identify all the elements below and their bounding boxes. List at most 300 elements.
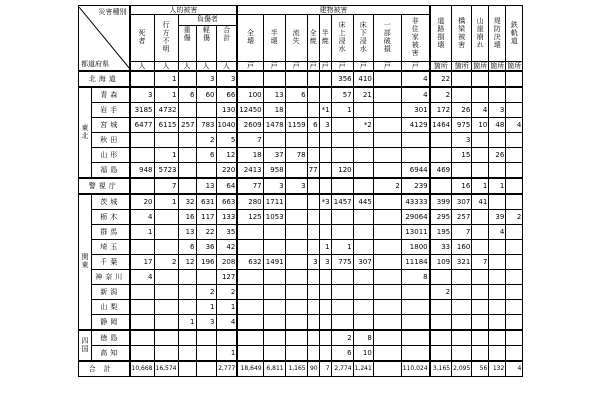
group-human-header: 人的被害	[130, 6, 238, 15]
value-cell: 1	[154, 87, 178, 103]
value-cell	[353, 315, 373, 331]
value-cell	[506, 148, 523, 163]
value-cell: 4	[130, 270, 155, 285]
value-cell: 100	[237, 87, 263, 103]
total-value-cell	[196, 361, 216, 377]
value-cell: 2609	[237, 118, 263, 133]
value-cell	[331, 118, 353, 133]
value-cell	[154, 346, 178, 362]
value-cell: 18	[263, 103, 285, 118]
value-cell	[285, 240, 307, 255]
col-header-10: 床上浸水	[331, 15, 353, 62]
value-cell: 775	[331, 255, 353, 270]
value-cell	[263, 270, 285, 285]
unit-cell-2: 人	[178, 62, 196, 72]
corner-cell	[79, 6, 130, 72]
value-cell: 7	[154, 178, 178, 194]
value-cell	[285, 225, 307, 240]
value-cell: 1	[196, 300, 216, 315]
col-header-9: 半焼	[319, 15, 331, 62]
value-cell	[373, 210, 401, 225]
value-cell	[353, 300, 373, 315]
table-row	[79, 133, 523, 148]
value-cell: 5	[216, 133, 237, 148]
value-cell: 16	[178, 210, 196, 225]
value-cell: 10	[353, 346, 373, 362]
value-cell: 13	[178, 225, 196, 240]
prefecture-name: 新潟	[92, 285, 130, 300]
value-cell	[353, 240, 373, 255]
value-cell	[130, 148, 155, 163]
total-value-cell: 56	[472, 361, 489, 377]
value-cell	[285, 255, 307, 270]
unit-cell-11: 戸	[353, 62, 373, 72]
value-cell: 280	[237, 194, 263, 210]
value-cell	[154, 240, 178, 255]
value-cell: 220	[216, 163, 237, 179]
value-cell	[307, 240, 319, 255]
value-cell: 7	[237, 133, 263, 148]
value-cell: 12	[178, 255, 196, 270]
value-cell	[353, 133, 373, 148]
value-cell	[506, 71, 523, 87]
value-cell: 948	[130, 163, 155, 179]
value-cell	[263, 300, 285, 315]
value-cell	[263, 285, 285, 300]
value-cell	[472, 148, 489, 163]
col-header-3: 軽傷	[197, 26, 217, 61]
value-cell	[319, 210, 331, 225]
value-cell	[452, 87, 472, 103]
col-header-18: 鉄軌道	[506, 6, 523, 62]
col-header-2: 重傷	[179, 26, 197, 61]
value-cell	[237, 240, 263, 255]
col-header-0: 死者	[130, 15, 155, 62]
value-cell: 1800	[401, 240, 429, 255]
value-cell: 2	[506, 210, 523, 225]
value-cell	[319, 133, 331, 148]
unit-cell-10: 戸	[331, 62, 353, 72]
value-cell: 1	[331, 240, 353, 255]
value-cell: 2	[373, 178, 401, 194]
value-cell: 257	[452, 210, 472, 225]
value-cell: 60	[196, 87, 216, 103]
value-cell	[263, 71, 285, 87]
value-cell	[472, 210, 489, 225]
unit-cell-6: 戸	[263, 62, 285, 72]
total-label: 合計	[79, 361, 130, 377]
value-cell: 18	[237, 148, 263, 163]
value-cell: 1491	[263, 255, 285, 270]
value-cell: 1	[178, 315, 196, 331]
value-cell	[130, 330, 155, 346]
value-cell: 2	[430, 285, 452, 300]
value-cell	[178, 330, 196, 346]
value-cell	[331, 178, 353, 194]
value-cell	[285, 210, 307, 225]
value-cell: 2	[331, 330, 353, 346]
value-cell	[472, 300, 489, 315]
value-cell	[373, 148, 401, 163]
unit-cell-14: 箇所	[430, 62, 452, 72]
value-cell: 1	[130, 225, 155, 240]
value-cell: 32	[178, 194, 196, 210]
value-cell: 6	[178, 240, 196, 255]
prefecture-name: 千葉	[92, 255, 130, 270]
unit-cell-17: 箇所	[490, 62, 505, 70]
prefecture-name: 埼玉	[92, 240, 130, 255]
value-cell: 133	[216, 210, 237, 225]
value-cell: 4	[472, 103, 489, 118]
value-cell	[373, 346, 401, 362]
value-cell: 4	[401, 71, 429, 87]
value-cell	[430, 346, 452, 362]
value-cell: 4	[216, 315, 237, 331]
value-cell	[196, 103, 216, 118]
value-cell	[178, 163, 196, 179]
value-cell: 239	[401, 178, 429, 194]
value-cell	[373, 163, 401, 179]
value-cell	[373, 285, 401, 300]
value-cell	[373, 300, 401, 315]
value-cell: 2	[430, 87, 452, 103]
injured-header: 負傷者	[179, 15, 237, 26]
table-row	[79, 178, 523, 194]
value-cell	[452, 270, 472, 285]
value-cell	[130, 346, 155, 362]
value-cell: 958	[263, 163, 285, 179]
col-header-8: 全焼	[307, 15, 319, 62]
value-cell	[331, 148, 353, 163]
value-cell: 3	[130, 87, 155, 103]
value-cell: 35	[216, 225, 237, 240]
value-cell	[472, 315, 489, 331]
value-cell: 321	[452, 255, 472, 270]
value-cell: 36	[196, 240, 216, 255]
value-cell: 2	[196, 133, 216, 148]
value-cell	[452, 346, 472, 362]
value-cell	[237, 71, 263, 87]
value-cell: 117	[196, 210, 216, 225]
value-cell: 3	[263, 178, 285, 194]
total-value-cell: 2,777	[216, 361, 237, 377]
value-cell	[506, 300, 523, 315]
value-cell	[331, 225, 353, 240]
value-cell: 120	[331, 163, 353, 179]
value-cell: 21	[353, 87, 373, 103]
value-cell	[196, 270, 216, 285]
value-cell	[489, 315, 506, 331]
value-cell: 2	[216, 285, 237, 300]
value-cell	[307, 148, 319, 163]
value-cell	[130, 300, 155, 315]
value-cell	[353, 210, 373, 225]
value-cell	[263, 330, 285, 346]
value-cell	[353, 103, 373, 118]
value-cell	[307, 210, 319, 225]
prefecture-name: 山梨	[92, 300, 130, 315]
value-cell: 3	[216, 71, 237, 87]
value-cell: 15	[452, 148, 472, 163]
value-cell	[506, 346, 523, 362]
table-row	[79, 240, 523, 255]
value-cell	[401, 315, 429, 331]
value-cell	[178, 285, 196, 300]
value-cell: 8	[353, 330, 373, 346]
value-cell	[263, 240, 285, 255]
value-cell	[353, 270, 373, 285]
value-cell: 26	[452, 103, 472, 118]
value-cell	[489, 71, 506, 87]
value-cell: 1711	[263, 194, 285, 210]
value-cell	[452, 330, 472, 346]
value-cell	[285, 71, 307, 87]
total-value-cell	[178, 361, 196, 377]
value-cell	[353, 178, 373, 194]
value-cell	[319, 315, 331, 331]
col-header-15: 橋梁被害	[452, 6, 472, 62]
value-cell	[263, 133, 285, 148]
value-cell: 57	[331, 87, 353, 103]
value-cell: 257	[178, 118, 196, 133]
value-cell: 64	[216, 178, 237, 194]
value-cell	[178, 346, 196, 362]
value-cell: 10	[472, 118, 489, 133]
table-row	[79, 225, 523, 240]
value-cell: 4732	[154, 103, 178, 118]
value-cell	[489, 255, 506, 270]
value-cell	[331, 133, 353, 148]
col-header-4: 合計	[222, 26, 231, 42]
value-cell	[506, 178, 523, 194]
value-cell: 26	[489, 148, 506, 163]
table-row	[79, 118, 523, 133]
prefecture-name: 徳島	[92, 330, 130, 346]
injured-group	[178, 15, 237, 62]
damage-table	[78, 5, 523, 377]
value-cell	[130, 285, 155, 300]
unit-cell-1: 人	[154, 62, 178, 72]
region-label-kanto: 関東	[79, 194, 92, 330]
value-cell	[307, 87, 319, 103]
value-cell	[319, 148, 331, 163]
unit-cell-15: 箇所	[452, 62, 472, 72]
unit-cell-18: 箇所	[507, 62, 522, 70]
total-value-cell: 16,574	[154, 361, 178, 377]
value-cell: 3	[285, 178, 307, 194]
damage-table-container	[78, 5, 523, 377]
value-cell	[307, 285, 319, 300]
value-cell	[154, 315, 178, 331]
value-cell	[237, 285, 263, 300]
table-row	[79, 270, 523, 285]
value-cell: 3	[196, 315, 216, 331]
value-cell	[154, 210, 178, 225]
value-cell	[373, 330, 401, 346]
value-cell	[285, 163, 307, 179]
group-building-header: 建物被害	[237, 6, 429, 15]
value-cell	[178, 300, 196, 315]
prefecture-name: 岩手	[92, 103, 130, 118]
value-cell	[237, 225, 263, 240]
value-cell	[373, 240, 401, 255]
value-cell: 125	[237, 210, 263, 225]
value-cell: 3	[307, 255, 319, 270]
col-header-14: 道路損壊	[430, 6, 452, 62]
value-cell: 4	[489, 225, 506, 240]
value-cell: 6	[285, 87, 307, 103]
value-cell: 1	[216, 346, 237, 362]
table-row	[79, 210, 523, 225]
total-value-cell: 110,024	[401, 361, 429, 377]
value-cell	[489, 270, 506, 285]
value-cell	[353, 148, 373, 163]
value-cell	[130, 178, 155, 194]
value-cell: 8	[401, 270, 429, 285]
value-cell: 5723	[154, 163, 178, 179]
value-cell: 77	[307, 163, 319, 179]
value-cell: 1	[331, 103, 353, 118]
value-cell: 195	[430, 225, 452, 240]
value-cell: 301	[401, 103, 429, 118]
unit-cell-12: 戸	[373, 62, 401, 72]
value-cell	[285, 346, 307, 362]
table-row	[79, 87, 523, 103]
value-cell	[489, 285, 506, 300]
value-cell	[506, 270, 523, 285]
value-cell: 6	[307, 118, 319, 133]
value-cell	[472, 163, 489, 179]
value-cell	[452, 71, 472, 87]
value-cell: 1457	[331, 194, 353, 210]
value-cell	[307, 133, 319, 148]
value-cell: 399	[430, 194, 452, 210]
value-cell	[154, 133, 178, 148]
value-cell: 3185	[130, 103, 155, 118]
value-cell: 77	[237, 178, 263, 194]
value-cell: 3	[196, 71, 216, 87]
value-cell: 410	[353, 71, 373, 87]
value-cell	[489, 330, 506, 346]
value-cell	[373, 255, 401, 270]
value-cell: 1	[154, 148, 178, 163]
value-cell	[506, 225, 523, 240]
unit-cell-16: 箇所	[473, 62, 488, 70]
value-cell	[196, 330, 216, 346]
table-row	[79, 285, 523, 300]
value-cell	[472, 346, 489, 362]
value-cell	[285, 194, 307, 210]
value-cell: 469	[430, 163, 452, 179]
value-cell	[430, 315, 452, 331]
value-cell	[373, 270, 401, 285]
value-cell: 4	[506, 118, 523, 133]
value-cell	[353, 285, 373, 300]
value-cell	[307, 270, 319, 285]
prefecture-name: 青森	[92, 87, 130, 103]
value-cell: 307	[452, 194, 472, 210]
value-cell	[506, 133, 523, 148]
value-cell: 13011	[401, 225, 429, 240]
value-cell	[472, 270, 489, 285]
corner-top-label: 災害種別	[98, 8, 127, 16]
value-cell	[237, 270, 263, 285]
value-cell	[373, 103, 401, 118]
value-cell: 2413	[237, 163, 263, 179]
value-cell	[506, 330, 523, 346]
table-row	[79, 103, 523, 118]
total-value-cell: 1,165	[285, 361, 307, 377]
value-cell: 29064	[401, 210, 429, 225]
value-cell	[154, 270, 178, 285]
value-cell: 6477	[130, 118, 155, 133]
total-value-cell: 2,774	[331, 361, 353, 377]
value-cell	[430, 133, 452, 148]
value-cell: 1478	[263, 118, 285, 133]
value-cell	[319, 71, 331, 87]
value-cell: 631	[196, 194, 216, 210]
value-cell	[401, 330, 429, 346]
value-cell	[237, 346, 263, 362]
corner-bottom-label: 都道府県	[81, 60, 109, 68]
unit-cell-3: 人	[196, 62, 216, 72]
value-cell: 783	[196, 118, 216, 133]
value-cell: 11184	[401, 255, 429, 270]
value-cell	[373, 133, 401, 148]
unit-cell-0: 人	[130, 62, 155, 72]
value-cell	[216, 330, 237, 346]
value-cell	[489, 163, 506, 179]
value-cell: 1	[216, 300, 237, 315]
unit-cell-4: 人	[216, 62, 237, 72]
value-cell: 172	[430, 103, 452, 118]
value-cell: 1	[154, 71, 178, 87]
value-cell	[237, 330, 263, 346]
value-cell: 66	[216, 87, 237, 103]
total-value-cell	[373, 361, 401, 377]
value-cell	[178, 270, 196, 285]
prefecture-name: 茨城	[92, 194, 130, 210]
total-value-cell: 4	[506, 361, 523, 377]
value-cell: 1464	[430, 118, 452, 133]
value-cell: 445	[353, 194, 373, 210]
value-cell	[307, 330, 319, 346]
total-value-cell: 6,811	[263, 361, 285, 377]
value-cell: 12450	[237, 103, 263, 118]
value-cell	[154, 285, 178, 300]
value-cell: 3	[319, 118, 331, 133]
value-cell	[307, 346, 319, 362]
value-cell	[401, 133, 429, 148]
value-cell: 22	[430, 71, 452, 87]
value-cell	[154, 225, 178, 240]
value-cell	[430, 178, 452, 194]
table-row	[79, 71, 523, 87]
table-row	[79, 330, 523, 346]
value-cell	[319, 87, 331, 103]
value-cell	[472, 330, 489, 346]
value-cell: 6	[196, 148, 216, 163]
value-cell	[430, 148, 452, 163]
value-cell: 1	[489, 178, 506, 194]
value-cell	[331, 210, 353, 225]
col-header-7: 流失	[285, 15, 307, 62]
value-cell	[178, 148, 196, 163]
value-cell: 4	[401, 87, 429, 103]
value-cell: 632	[237, 255, 263, 270]
value-cell	[331, 300, 353, 315]
value-cell: *1	[319, 103, 331, 118]
